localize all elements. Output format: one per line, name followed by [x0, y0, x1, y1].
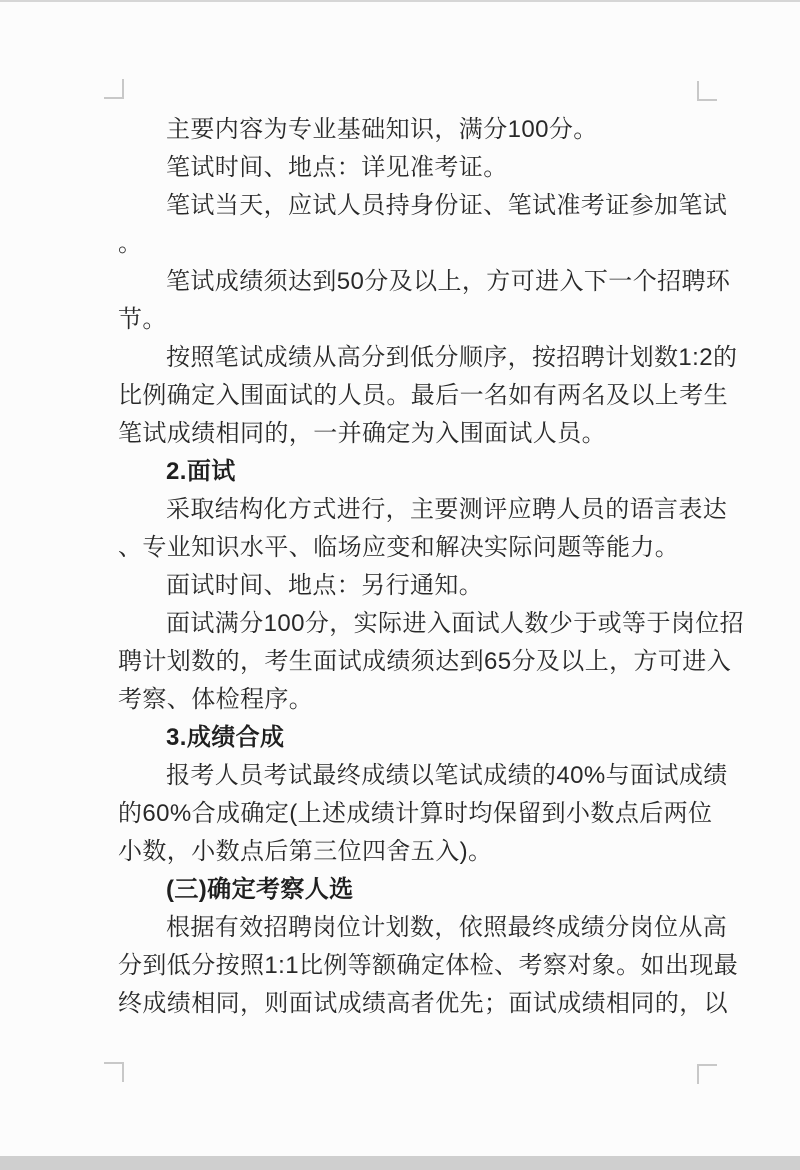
margin-corner-bottom-right-icon — [697, 1064, 717, 1084]
text-line: 报考人员考试最终成绩以笔试成绩的40%与面试成绩 — [166, 762, 728, 789]
bottom-edge-bar — [0, 1156, 800, 1170]
heading-line: 3.成绩合成 — [166, 724, 285, 751]
margin-corner-top-right-icon — [697, 81, 717, 101]
text-line: 笔试成绩须达到50分及以上，方可进入下一个招聘环 — [166, 268, 731, 295]
text-line: 。 — [118, 230, 143, 257]
text-line: 笔试成绩相同的，一并确定为入围面试人员。 — [118, 420, 606, 447]
document-lines — [118, 111, 745, 1023]
text-line: 按照笔试成绩从高分到低分顺序，按招聘计划数1:2的 — [166, 344, 738, 371]
text-line: 、专业知识水平、临场应变和解决实际问题等能力。 — [118, 534, 680, 561]
text-line: 小数，小数点后第三位四舍五入)。 — [118, 838, 493, 865]
text-line: 笔试时间、地点：详见准考证。 — [166, 154, 508, 181]
margin-corner-top-left-icon — [104, 79, 124, 99]
heading-line: (三)确定考察人选 — [166, 876, 354, 903]
text-line: 根据有效招聘岗位计划数，依照最终成绩分岗位从高 — [166, 914, 728, 941]
text-line: 采取结构化方式进行，主要测评应聘人员的语言表达 — [166, 496, 728, 523]
text-line: 笔试当天，应试人员持身份证、笔试准考证参加笔试 — [166, 192, 728, 219]
text-line: 聘计划数的，考生面试成绩须达到65分及以上，方可进入 — [118, 648, 732, 675]
heading-line: 2.面试 — [166, 458, 236, 485]
text-line: 的60%合成确定(上述成绩计算时均保留到小数点后两位 — [118, 800, 713, 827]
text-line: 考察、体检程序。 — [118, 686, 314, 713]
text-line: 面试时间、地点：另行通知。 — [166, 572, 484, 599]
top-edge-divider — [0, 0, 800, 2]
text-line: 主要内容为专业基础知识，满分100分。 — [166, 116, 598, 143]
text-line: 分到低分按照1:1比例等额确定体检、考察对象。如出现最 — [118, 952, 739, 979]
margin-corner-bottom-left-icon — [104, 1062, 124, 1082]
text-line: 面试满分100分，实际进入面试人数少于或等于岗位招 — [166, 610, 745, 637]
text-line: 终成绩相同，则面试成绩高者优先；面试成绩相同的，以 — [118, 990, 728, 1017]
text-line: 节。 — [118, 306, 167, 333]
text-line: 比例确定入围面试的人员。最后一名如有两名及以上考生 — [118, 382, 728, 409]
